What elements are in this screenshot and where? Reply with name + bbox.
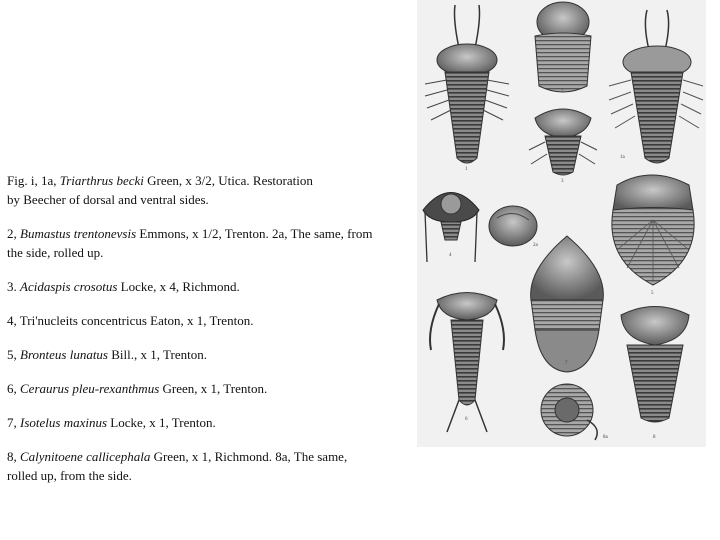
fossil-fig-1 (425, 5, 509, 172)
fossil-fig-4 (423, 193, 479, 263)
caption-2-text: 2, (7, 226, 20, 241)
caption-4 (7, 311, 412, 330)
caption-1-details: Green, x 3/2, Utica. Restoration (143, 173, 313, 188)
caption-5 (7, 345, 412, 364)
trilobite-plate-image (417, 0, 706, 447)
fossil-fig-3 (529, 109, 597, 184)
caption-8 (7, 447, 412, 485)
label-fig-8a: 8a (603, 435, 608, 440)
caption-2-line2: the side, rolled up. (7, 245, 104, 260)
caption-6-species: Ceraurus pleu-rexanthmus (20, 381, 160, 396)
caption-6 (7, 379, 412, 398)
fossil-fig-6 (430, 293, 504, 433)
caption-2 (7, 224, 412, 262)
caption-5-text: 5, (7, 347, 20, 362)
fossil-fig-1a (609, 10, 703, 163)
trilobite-plate-svg (417, 0, 706, 447)
caption-1 (7, 171, 412, 209)
caption-7-text: 7, (7, 415, 20, 430)
caption-2-details: Emmons, x 1/2, Trenton. 2a, The same, from (136, 226, 373, 241)
caption-8-text: 8, (7, 449, 20, 464)
caption-3-species: Acidaspis crosotus (20, 279, 118, 294)
caption-8-details: Green, x 1, Richmond. 8a, The same, (150, 449, 348, 464)
fossil-fig-8a (541, 384, 609, 440)
caption-7 (7, 413, 412, 432)
label-fig-6: 6 (465, 417, 468, 422)
label-fig-7: 7 (565, 361, 568, 366)
caption-7-details: Locke, x 1, Trenton. (107, 415, 216, 430)
fossil-fig-7 (531, 236, 604, 372)
label-fig-4: 4 (449, 253, 452, 258)
label-fig-2: 2 (561, 89, 564, 94)
caption-8-line2: rolled up, from the side. (7, 468, 132, 483)
caption-3-text: 3. (7, 279, 20, 294)
caption-6-details: Green, x 1, Trenton. (159, 381, 268, 396)
label-fig-3: 3 (561, 179, 564, 184)
caption-8-species: Calynitoene callicephala (20, 449, 151, 464)
caption-1-line2: by Beecher of dorsal and ventral sides. (7, 192, 209, 207)
caption-5-details: Bill., x 1, Trenton. (108, 347, 207, 362)
fossil-fig-2 (535, 2, 591, 94)
caption-list (7, 171, 412, 500)
caption-7-species: Isotelus maxinus (20, 415, 108, 430)
caption-5-species: Bronteus lunatus (20, 347, 108, 362)
label-fig-2a: 2a (533, 243, 538, 248)
caption-2-species: Bumastus trentonevsis (20, 226, 137, 241)
caption-1-species: Triarthrus becki (59, 173, 144, 188)
label-fig-5: 5 (651, 291, 654, 296)
fossil-fig-2a (489, 206, 539, 248)
fossil-fig-8 (621, 307, 689, 441)
caption-1-text: Fig. i, 1a, (7, 173, 60, 188)
label-fig-1: 1 (465, 167, 468, 172)
label-fig-1a: 1a (620, 155, 625, 160)
label-fig-8: 8 (653, 435, 656, 440)
caption-3 (7, 277, 412, 296)
fossil-fig-5 (612, 175, 694, 296)
caption-6-text: 6, (7, 381, 20, 396)
caption-3-details: Locke, x 4, Richmond. (117, 279, 240, 294)
caption-4-text: 4, Tri'nucleits concentricus Eaton, x 1, Trenton. (7, 313, 254, 328)
